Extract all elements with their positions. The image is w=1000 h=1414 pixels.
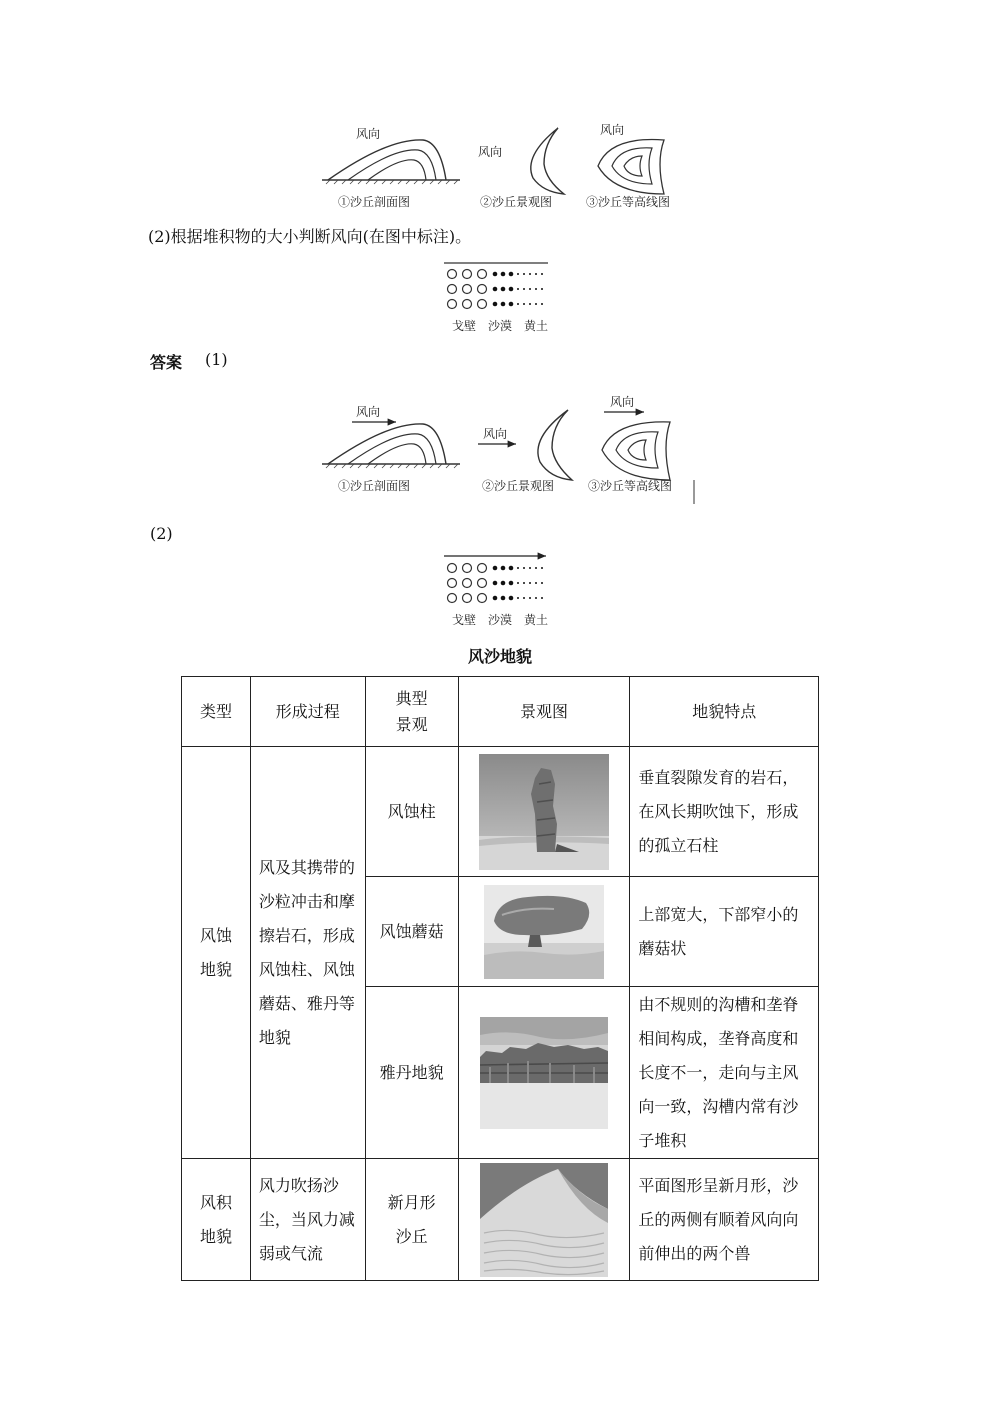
answer-part-1: (1): [205, 350, 228, 369]
wind-label: 风向: [356, 127, 381, 141]
header-typical-line1: 典型: [395, 688, 428, 708]
type-erosion: 风蚀地貌: [182, 747, 251, 1159]
type-deposition: 风积地貌: [182, 1159, 251, 1281]
table-title: 风沙地貌: [467, 647, 532, 666]
svg-text:③沙丘等高线图: ③沙丘等高线图: [586, 195, 671, 209]
landscape-image-cell: [458, 1159, 630, 1281]
process-erosion: 风及其携带的沙粒冲击和摩擦岩石，形成风蚀柱、风蚀蘑菇、雅丹等地貌: [250, 747, 365, 1159]
svg-text:风向: 风向: [610, 395, 635, 409]
landscape-name: 风蚀柱: [365, 747, 458, 877]
svg-text:②沙丘景观图: ②沙丘景观图: [480, 195, 553, 209]
svg-text:风向: 风向: [478, 145, 503, 159]
header-type: 类型: [182, 677, 251, 747]
yardang-image: [480, 1017, 608, 1129]
answer-label: 答案: [150, 353, 183, 372]
sediment-diagram-question: [440, 258, 560, 338]
landscape-image-cell: [458, 987, 630, 1159]
header-image: 景观图: [458, 677, 630, 747]
sediment-label-desert: 沙漠: [488, 319, 513, 333]
sediment-label-loess: 黄土: [524, 319, 549, 333]
feature-text: 由不规则的沟槽和垄脊相间构成，垄脊高度和长度不一，走向与主风向一致，沟槽内常有沙子堆积: [630, 987, 819, 1159]
header-features: 地貌特点: [630, 677, 819, 747]
svg-text:①沙丘剖面图: ①沙丘剖面图: [338, 195, 411, 209]
feature-text: 垂直裂隙发育的岩石，在风长期吹蚀下，形成的孤立石柱: [630, 747, 819, 877]
svg-text:黄土: 黄土: [524, 613, 549, 627]
svg-text:戈壁: 戈壁: [452, 613, 477, 627]
svg-text:沙漠: 沙漠: [488, 613, 513, 627]
header-process: 形成过程: [250, 677, 365, 747]
landform-table: [181, 676, 819, 1281]
rock-pillar-image: [479, 754, 609, 870]
svg-text:③沙丘等高线图: ③沙丘等高线图: [588, 479, 673, 493]
svg-text:风向: 风向: [600, 123, 625, 137]
table-header-row: [182, 677, 819, 747]
table-row: [182, 1159, 819, 1281]
answer-part-2: (2): [150, 524, 173, 543]
landscape-image-cell: [458, 877, 630, 987]
dune-diagrams-question: [318, 118, 698, 213]
feature-text: 上部宽大，下部窄小的蘑菇状: [630, 877, 819, 987]
sediment-diagram-answer: [440, 550, 560, 632]
crescent-dune-image: [480, 1163, 608, 1277]
landscape-name: 雅丹地貌: [365, 987, 458, 1159]
landscape-name: 新月形沙丘: [365, 1159, 458, 1281]
svg-text:①沙丘剖面图: ①沙丘剖面图: [338, 479, 411, 493]
svg-text:风向: 风向: [483, 427, 508, 441]
mushroom-rock-image: [484, 885, 604, 979]
svg-text:风向: 风向: [356, 405, 381, 419]
header-typical-line2: 景观: [395, 714, 428, 734]
sediment-label-gobi: 戈壁: [452, 319, 477, 333]
svg-text:②沙丘景观图: ②沙丘景观图: [482, 479, 555, 493]
question-2-text: (2)根据堆积物的大小判断风向(在图中标注)。: [148, 227, 472, 246]
dune-diagrams-answer: [318, 392, 698, 510]
feature-text: 平面图形呈新月形，沙丘的两侧有顺着风向向前伸出的两个兽: [630, 1159, 819, 1281]
process-deposition: 风力吹扬沙尘，当风力减弱或气流: [250, 1159, 365, 1281]
landscape-image-cell: [458, 747, 630, 877]
landscape-name: 风蚀蘑菇: [365, 877, 458, 987]
header-typical: [365, 677, 458, 747]
table-row: [182, 747, 819, 877]
